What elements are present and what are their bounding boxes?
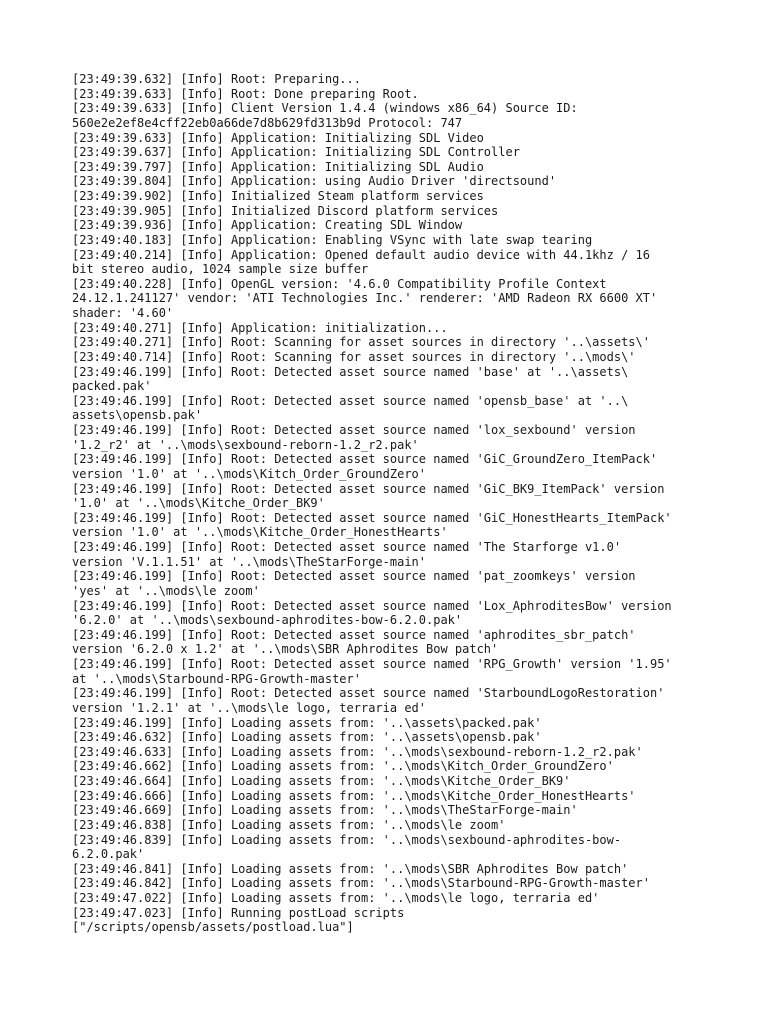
- log-line: [23:49:46.199] [Info] Root: Detected asset source named 'base' at '..\assets\: [72, 364, 629, 379]
- log-line: [23:49:46.199] [Info] Root: Detected asset source named 'pat_zoomkeys' version: [72, 569, 636, 584]
- log-line: [23:49:39.902] [Info] Initialized Steam platform services: [72, 189, 484, 203]
- log-line: [23:49:39.637] [Info] Application: Initializing SDL Controller: [72, 145, 520, 160]
- log-line: [23:49:40.714] [Info] Root: Scanning for asset sources in directory '..\mods\': [72, 349, 636, 364]
- log-line: [23:49:46.666] [Info] Loading assets from: '..\mods\Kitche_Order_HonestHearts': [72, 788, 636, 803]
- log-line: [23:49:40.228] [Info] OpenGL version: '4.6.0 Compatibility Profile Context: [72, 276, 607, 291]
- log-line: [23:49:46.662] [Info] Loading assets from: '..\mods\Kitch_Order_GroundZero': [72, 759, 614, 774]
- log-line: [23:49:40.214] [Info] Application: Opened default audio device with 44.1khz / 16: [72, 247, 650, 262]
- log-line: [23:49:47.023] [Info] Running postLoad scripts: [72, 905, 405, 920]
- log-line: [23:49:40.183] [Info] Application: Enabling VSync with late swap tearing: [72, 232, 593, 247]
- log-line: [23:49:46.842] [Info] Loading assets from: '..\mods\Starbound-RPG-Growth-master': [72, 876, 650, 891]
- log-line: [23:49:46.632] [Info] Loading assets from: '..\assets\opensb.pak': [72, 730, 542, 745]
- log-line: version 'V.1.1.51' at '..\mods\TheStarForge-main': [72, 554, 427, 569]
- log-line: [23:49:40.271] [Info] Root: Scanning for asset sources in directory '..\assets\': [72, 335, 650, 350]
- log-line: [23:49:39.905] [Info] Initialized Discord platform services: [72, 203, 499, 218]
- log-line: [23:49:46.199] [Info] Loading assets from: '..\assets\packed.pak': [72, 715, 542, 730]
- log-line: 6.2.0.pak': [72, 847, 145, 862]
- log-line: [23:49:46.199] [Info] Root: Detected asset source named 'GiC_GroundZero_ItemPack': [72, 452, 658, 467]
- log-line: [23:49:39.633] [Info] Application: Initializing SDL Video: [72, 130, 484, 145]
- log-line: [23:49:46.199] [Info] Root: Detected asset source named 'GiC_BK9_ItemPack' version: [72, 481, 665, 496]
- log-line: shader: '4.60': [72, 306, 174, 320]
- log-line: [23:49:46.199] [Info] Root: Detected asset source named 'Lox_AphroditesBow' version: [72, 598, 672, 613]
- log-line: '6.2.0' at '..\mods\sexbound-aphrodites-bow-6.2.0.pak': [72, 613, 463, 628]
- log-line: at '..\mods\Starbound-RPG-Growth-master': [72, 671, 361, 686]
- log-line: [23:49:39.633] [Info] Client Version 1.4.4 (windows x86_64) Source ID:: [72, 101, 578, 116]
- log-line: '1.2_r2' at '..\mods\sexbound-reborn-1.2_r2.pak': [72, 437, 419, 452]
- log-line: [23:49:46.841] [Info] Loading assets from: '..\mods\SBR Aphrodites Bow patch': [72, 861, 629, 876]
- log-line: '1.0' at '..\mods\Kitche_Order_BK9': [72, 496, 325, 511]
- log-line: version '1.0' at '..\mods\Kitch_Order_GroundZero': [72, 466, 427, 481]
- log-line: [23:49:39.632] [Info] Root: Preparing...: [72, 72, 361, 86]
- log-line: [23:49:39.936] [Info] Application: Creating SDL Window: [72, 218, 463, 233]
- log-line: [23:49:46.199] [Info] Root: Detected asset source named 'lox_sexbound' version: [72, 423, 636, 437]
- log-line: [23:49:46.633] [Info] Loading assets from: '..\mods\sexbound-reborn-1.2_r2.pak': [72, 744, 643, 759]
- log-line: [23:49:46.199] [Info] Root: Detected asset source named 'The Starforge v1.0': [72, 540, 622, 554]
- log-line: assets\opensb.pak': [72, 408, 203, 423]
- log-line: [23:49:46.199] [Info] Root: Detected asset source named 'StarboundLogoRestoration': [72, 686, 665, 701]
- log-line: [23:49:46.839] [Info] Loading assets from: '..\mods\sexbound-aphrodites-bow-: [72, 832, 622, 847]
- log-line: [23:49:46.838] [Info] Loading assets from: '..\mods\le zoom': [72, 817, 506, 832]
- log-line: [23:49:46.664] [Info] Loading assets from: '..\mods\Kitche_Order_BK9': [72, 774, 571, 788]
- log-line: [23:49:46.199] [Info] Root: Detected asset source named 'aphrodites_sbr_patch': [72, 627, 636, 642]
- log-line: [23:49:46.199] [Info] Root: Detected asset source named 'RPG_Growth' version '1.95': [72, 657, 672, 671]
- log-line: packed.pak': [72, 379, 152, 394]
- log-line: version '1.2.1' at '..\mods\le logo, terraria ed': [72, 700, 427, 715]
- log-line: version '1.0' at '..\mods\Kitche_Order_HonestHearts': [72, 525, 448, 540]
- log-line: [23:49:39.804] [Info] Application: using Audio Driver 'directsound': [72, 174, 557, 189]
- log-line: [23:49:47.022] [Info] Loading assets from: '..\mods\le logo, terraria ed': [72, 891, 600, 905]
- log-line: [23:49:39.633] [Info] Root: Done preparing Root.: [72, 86, 419, 101]
- log-line: [23:49:46.199] [Info] Root: Detected asset source named 'opensb_base' at '..\: [72, 393, 629, 408]
- log-line: version '6.2.0 x 1.2' at '..\mods\SBR Aphrodites Bow patch': [72, 642, 499, 657]
- log-line: 24.12.1.241127' vendor: 'ATI Technologies Inc.' renderer: 'AMD Radeon RX 6600 XT': [72, 291, 658, 306]
- log-line: ["/scripts/opensb/assets/postload.lua"]: [72, 920, 354, 935]
- log-line: 560e2e2ef8e4cff22eb0a66de7d8b629fd313b9d Protocol: 747: [72, 115, 463, 130]
- log-document: [72, 72, 712, 935]
- log-line: 'yes' at '..\mods\le zoom': [72, 583, 260, 598]
- log-line: [23:49:46.199] [Info] Root: Detected asset source named 'GiC_HonestHearts_ItemPack': [72, 510, 672, 525]
- log-line: [23:49:46.669] [Info] Loading assets from: '..\mods\TheStarForge-main': [72, 803, 578, 818]
- log-line: bit stereo audio, 1024 sample size buffer: [72, 262, 369, 277]
- log-line: [23:49:39.797] [Info] Application: Initializing SDL Audio: [72, 159, 484, 174]
- log-line: [23:49:40.271] [Info] Application: initialization...: [72, 320, 448, 335]
